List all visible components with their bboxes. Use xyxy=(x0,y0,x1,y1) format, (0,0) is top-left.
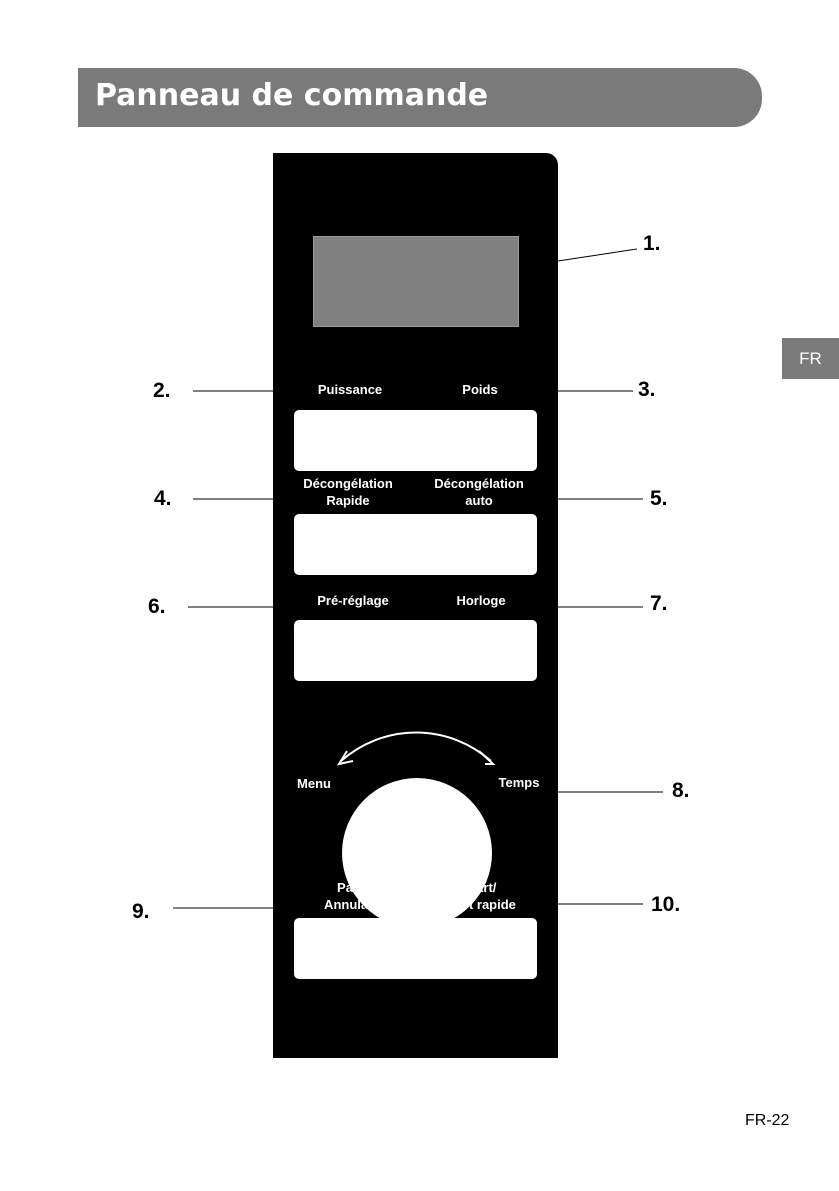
page-number: FR-22 xyxy=(745,1112,790,1129)
label-pause-annulation: Pause/ Annulation xyxy=(324,880,392,912)
label-temps: Temps xyxy=(498,775,540,790)
label-decongelation-rapide: Décongélation Rapide xyxy=(303,476,393,508)
callout-9: 9. xyxy=(132,900,150,923)
callout-6: 6. xyxy=(148,595,166,618)
callout-2: 2. xyxy=(153,379,171,402)
language-tab: FR xyxy=(782,338,839,379)
callout-7: 7. xyxy=(650,592,668,615)
label-decongelation-auto: Décongélation auto xyxy=(434,476,524,508)
label-depart-rapide: Départ/ Départ rapide xyxy=(432,880,516,912)
callout-10: 10. xyxy=(651,893,681,916)
callout-3: 3. xyxy=(638,378,656,401)
callout-5: 5. xyxy=(650,487,668,510)
callout-8: 8. xyxy=(672,779,690,802)
page-title: Panneau de commande xyxy=(95,78,489,113)
label-horloge: Horloge xyxy=(456,593,506,608)
label-menu: Menu xyxy=(297,776,331,791)
callout-4: 4. xyxy=(154,487,172,510)
label-poids: Poids xyxy=(462,382,498,397)
callout-1: 1. xyxy=(643,232,661,255)
label-puissance: Puissance xyxy=(317,382,383,397)
label-prereglage: Pré-réglage xyxy=(317,593,389,608)
